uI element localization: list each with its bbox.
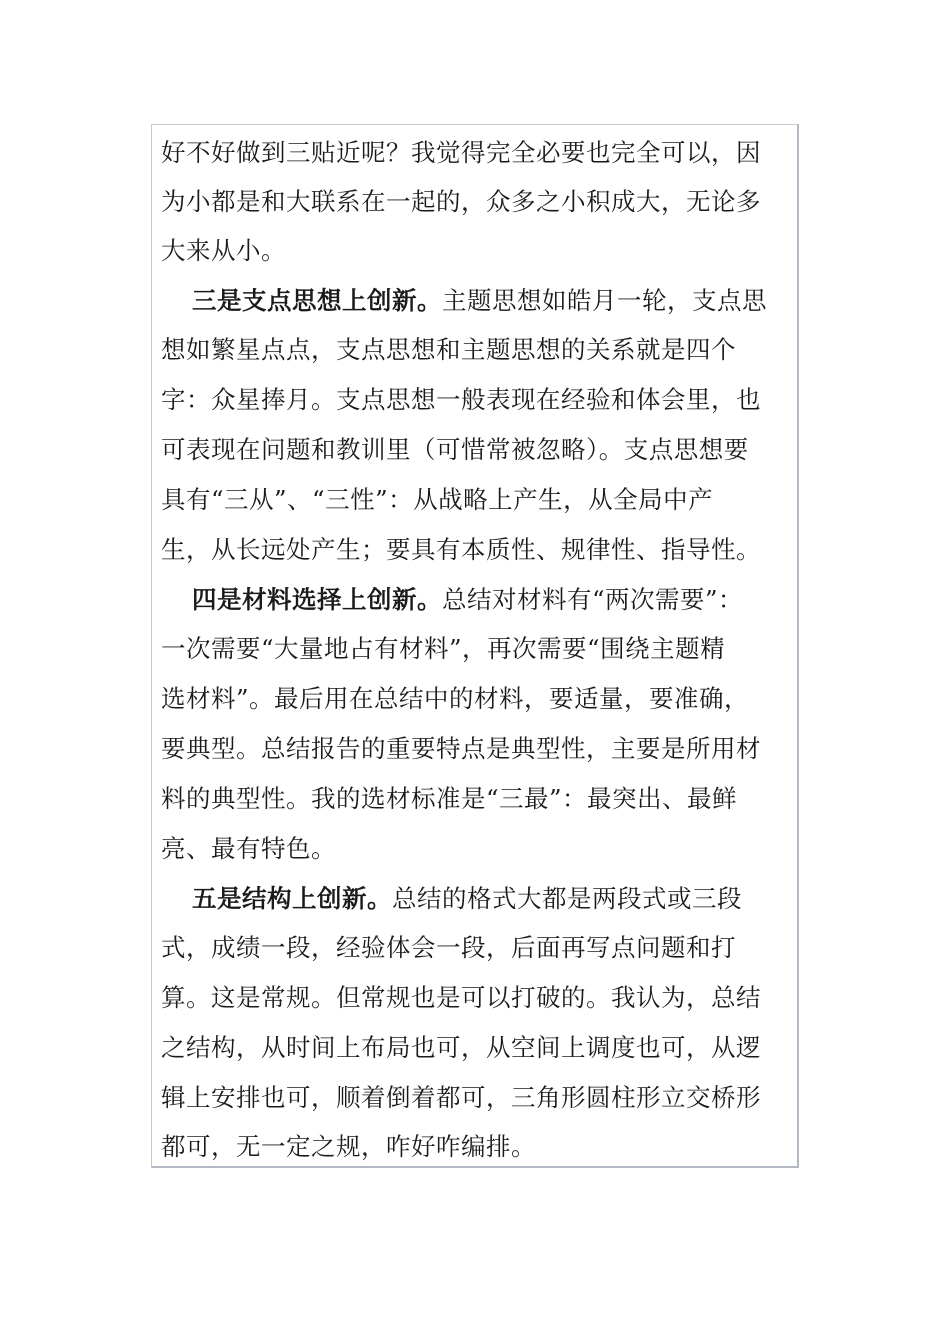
- document-text-frame: [151, 124, 799, 1168]
- text-line: 一次需要“大量地占有材料”，再次需要“围绕主题精: [161, 634, 726, 663]
- section-three-first-line: 三是支点思想上创新。主题思想如皓月一轮，支点思: [192, 286, 767, 315]
- section-four-first-line: 四是材料选择上创新。总结对材料有“两次需要”：: [192, 585, 744, 614]
- text-line: 之结构，从时间上布局也可，从空间上调度也可，从逻: [161, 1033, 761, 1062]
- section-five-first-line: 五是结构上创新。总结的格式大都是两段式或三段: [192, 884, 742, 913]
- text-line: 可表现在问题和教训里（可惜常被忽略）。支点思想要: [161, 435, 749, 464]
- text-line: 亮、最有特色。: [161, 834, 336, 863]
- text-line: 要典型。总结报告的重要特点是典型性，主要是所用材: [161, 734, 761, 763]
- section-heading: 五是结构上创新。: [192, 884, 392, 913]
- section-heading: 三是支点思想上创新。: [192, 286, 442, 315]
- text-line: 辑上安排也可，顺着倒着都可，三角形圆柱形立交桥形: [161, 1083, 761, 1112]
- text-line: 具有“三从”、“三性”：从战略上产生，从全局中产: [161, 485, 714, 514]
- text-line: 料的典型性。我的选材标准是“三最”：最突出、最鲜: [161, 784, 738, 813]
- text-line: 算。这是常规。但常规也是可以打破的。我认为，总结: [161, 983, 761, 1012]
- text-line: 都可，无一定之规，咋好咋编排。: [161, 1132, 536, 1161]
- text-line: 字：众星捧月。支点思想一般表现在经验和体会里，也: [161, 385, 761, 414]
- text-line: 式，成绩一段，经验体会一段，后面再写点问题和打: [161, 933, 736, 962]
- text-line: 好不好做到三贴近呢？我觉得完全必要也完全可以，因: [161, 138, 761, 167]
- section-heading: 四是材料选择上创新。: [192, 585, 442, 614]
- text-line: 大来从小。: [161, 236, 286, 265]
- text-line: 为小都是和大联系在一起的，众多之小积成大，无论多: [161, 187, 761, 216]
- text-line: 想如繁星点点，支点思想和主题思想的关系就是四个: [161, 335, 736, 364]
- text-line: 选材料”。最后用在总结中的材料，要适量，要准确，: [161, 684, 750, 713]
- text-line: 生，从长远处产生；要具有本质性、规律性、指导性。: [161, 535, 761, 564]
